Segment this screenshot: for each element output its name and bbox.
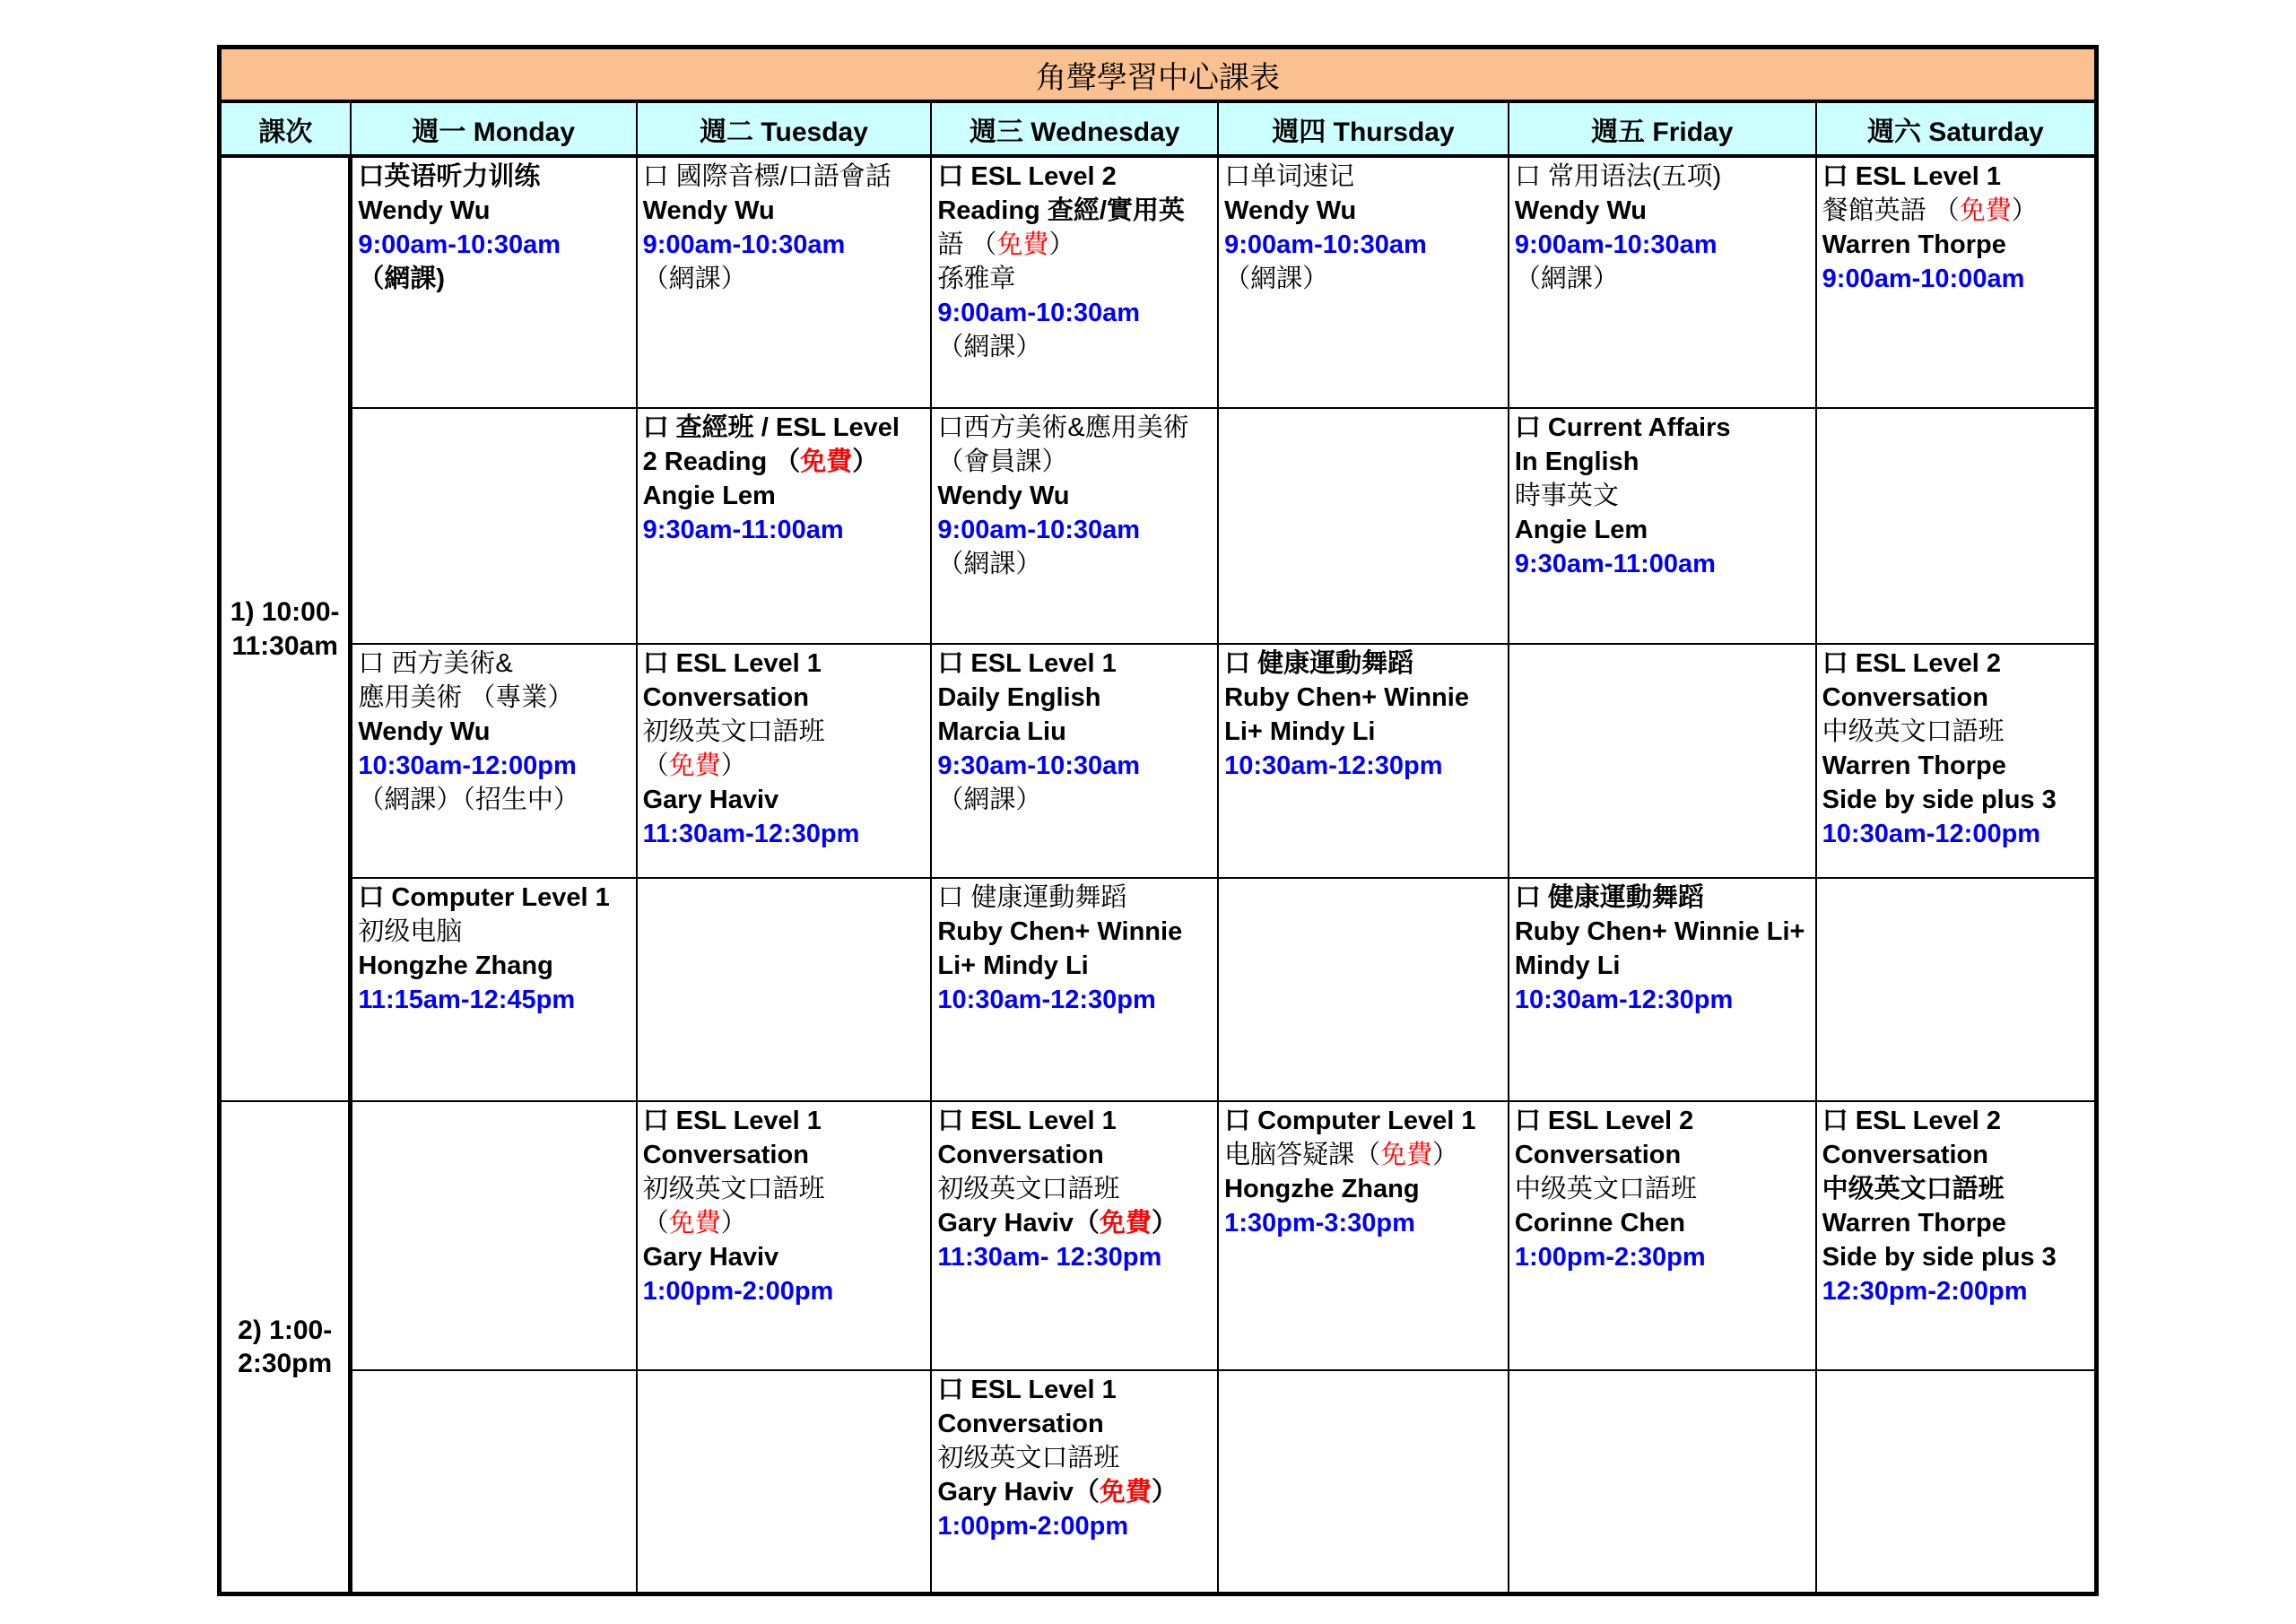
class-line: Side by side plus 3 <box>1822 1243 2057 1272</box>
class-line: Conversation <box>937 1141 1104 1170</box>
class-line: 口 健康運動舞蹈 <box>937 883 1127 913</box>
class-time: 11:30am-12:30pm <box>642 820 860 849</box>
class-line: 中级英文口語班 <box>1822 1175 2005 1204</box>
line-text-end: ） <box>1048 230 1075 259</box>
class-line: 口 西方美術& <box>358 649 513 679</box>
class-time: 11:15am-12:45pm <box>358 986 576 1015</box>
class-cell-thursday <box>1218 1101 1509 1370</box>
class-line: 口 ESL Level 2 <box>937 161 1117 191</box>
class-cell-saturday <box>1816 878 2097 1101</box>
class-cell-tuesday <box>637 156 932 408</box>
class-line: 口 Computer Level 1 <box>358 883 610 913</box>
line-text: 2 Reading （ <box>642 447 801 477</box>
class-line: 初级电脑 <box>358 917 463 947</box>
class-line: Warren Thorpe <box>1822 1209 2006 1238</box>
schedule-table <box>217 45 2099 1596</box>
class-line: 口 ESL Level 2 <box>1514 1107 1694 1136</box>
class-line: 口 ESL Level 1 <box>937 1376 1117 1405</box>
class-time: 10:30am-12:00pm <box>358 751 577 781</box>
header-thursday: 週四 Thursday <box>1218 101 1509 155</box>
class-line: Reading 查經/實用英 <box>937 195 1185 225</box>
free-label: 免費 <box>1099 1209 1152 1238</box>
line-text: 餐館英語 （ <box>1822 195 1960 225</box>
line-text-end: ） <box>720 751 747 781</box>
class-line: Mindy Li <box>1514 951 1621 981</box>
class-time: 10:30am-12:30pm <box>937 986 1156 1015</box>
free-label: 免費 <box>1099 1478 1152 1507</box>
class-cell-tuesday <box>637 408 932 644</box>
class-cell-saturday <box>1816 408 2097 644</box>
class-time: 1:00pm-2:30pm <box>1514 1243 1706 1272</box>
class-time: 9:30am-11:00am <box>642 516 844 545</box>
class-cell-friday <box>1509 1101 1816 1370</box>
line-text-end: ） <box>852 447 879 477</box>
header-monday: 週一 Monday <box>351 101 637 155</box>
schedule-row <box>220 878 2097 1101</box>
class-time: 1:00pm-2:00pm <box>937 1512 1129 1541</box>
class-cell-friday <box>1509 878 1816 1101</box>
class-time: 10:30am-12:30pm <box>1224 751 1443 781</box>
class-line: Hongzhe Zhang <box>358 951 553 981</box>
class-cell-friday <box>1509 644 1816 878</box>
class-cell-thursday <box>1218 644 1509 878</box>
class-cell-monday <box>351 878 637 1101</box>
class-line: 口 健康運動舞蹈 <box>1224 649 1414 679</box>
class-line: 口 查經班 / ESL Level <box>642 413 900 443</box>
class-line <box>937 1206 1213 1240</box>
line-text: Gary Haviv（ <box>937 1209 1100 1238</box>
class-line: 口 常用语法(五项) <box>1514 161 1722 191</box>
line-text-end: ） <box>1151 1478 1178 1507</box>
class-line: 初级英文口語班 <box>642 717 825 747</box>
class-line: Conversation <box>642 683 809 713</box>
class-time: 9:00am-10:30am <box>642 230 846 259</box>
class-line: Hongzhe Zhang <box>1224 1175 1420 1204</box>
class-line: Wendy Wu <box>1514 195 1648 225</box>
class-cell-thursday <box>1218 878 1509 1101</box>
class-time: 9:00am-10:30am <box>358 230 561 259</box>
class-cell-wednesday <box>931 156 1218 408</box>
class-line: Li+ Mindy Li <box>1224 717 1376 747</box>
class-cell-wednesday <box>931 408 1218 644</box>
class-line: 時事英文 <box>1514 482 1619 511</box>
class-line: Gary Haviv <box>642 786 779 815</box>
class-line: （網課） <box>1514 264 1619 293</box>
free-label: 免費 <box>800 447 853 477</box>
class-line: 口 Computer Level 1 <box>1224 1107 1476 1136</box>
class-time: 9:00am-10:00am <box>1822 264 2025 293</box>
class-cell-friday <box>1509 408 1816 644</box>
class-line: 應用美術 （專業） <box>358 683 574 713</box>
class-line: Conversation <box>642 1141 809 1170</box>
class-line: Gary Haviv <box>642 1243 779 1272</box>
class-cell-thursday <box>1218 156 1509 408</box>
class-cell-wednesday <box>931 878 1218 1101</box>
header-wednesday: 週三 Wednesday <box>931 101 1218 155</box>
class-line <box>643 445 927 479</box>
free-label: 免費 <box>1380 1141 1433 1170</box>
class-line: Wendy Wu <box>642 195 775 225</box>
class-cell-saturday <box>1816 1370 2097 1594</box>
class-line: （網課) <box>358 264 446 293</box>
line-text-end: ） <box>720 1209 747 1238</box>
class-cell-thursday <box>1218 1370 1509 1594</box>
class-line: Marcia Liu <box>937 717 1066 747</box>
class-time: 9:30am-10:30am <box>937 751 1141 781</box>
line-text-end: ） <box>1151 1209 1178 1238</box>
class-line: Wendy Wu <box>358 717 491 747</box>
class-cell-friday <box>1509 156 1816 408</box>
class-line <box>937 1475 1213 1509</box>
class-cell-saturday <box>1816 644 2097 878</box>
free-label: 免費 <box>1959 195 2012 225</box>
class-line: 初级英文口語班 <box>937 1444 1120 1473</box>
schedule-row <box>220 156 2097 408</box>
class-line: （會員課） <box>937 447 1068 477</box>
class-line: Corinne Chen <box>1514 1209 1685 1238</box>
class-line <box>643 749 927 783</box>
class-line: Wendy Wu <box>358 195 491 225</box>
schedule-row <box>220 1101 2097 1370</box>
class-line: （網課） <box>1224 264 1329 293</box>
class-line: Daily English <box>937 683 1101 713</box>
class-line: Conversation <box>1514 1141 1682 1170</box>
class-line: Wendy Wu <box>1224 195 1357 225</box>
class-time: 9:00am-10:30am <box>1514 230 1718 259</box>
class-line: 口 健康運動舞蹈 <box>1514 883 1704 913</box>
line-text-end: ） <box>1432 1141 1459 1170</box>
class-cell-tuesday <box>637 1101 932 1370</box>
line-text: （ <box>642 1209 669 1238</box>
class-line: Wendy Wu <box>937 482 1070 511</box>
class-line: Ruby Chen+ Winnie <box>937 917 1183 947</box>
class-cell-friday <box>1509 1370 1816 1594</box>
class-cell-monday <box>351 156 637 408</box>
schedule-row <box>220 408 2097 644</box>
schedule-row <box>220 644 2097 878</box>
class-cell-wednesday <box>931 644 1218 878</box>
class-cell-wednesday <box>931 1370 1218 1594</box>
class-line: 口 ESL Level 1 <box>642 1107 822 1136</box>
class-line: Conversation <box>937 1410 1104 1439</box>
class-line: Warren Thorpe <box>1822 230 2006 259</box>
class-line: Angie Lem <box>1514 516 1648 545</box>
class-line: （網課） <box>937 550 1042 579</box>
header-saturday: 週六 Saturday <box>1816 101 2097 155</box>
header-friday: 週五 Friday <box>1509 101 1816 155</box>
class-line: 口 ESL Level 2 <box>1822 649 2001 679</box>
line-text: Gary Haviv（ <box>937 1478 1100 1507</box>
class-line: 口 Current Affairs <box>1514 413 1731 443</box>
line-text: 語 （ <box>937 230 997 259</box>
class-line: 口西方美術&應用美術 <box>937 413 1189 443</box>
class-time: 10:30am-12:00pm <box>1822 820 2041 849</box>
class-cell-tuesday <box>637 878 932 1101</box>
class-time: 1:30pm-3:30pm <box>1224 1209 1415 1238</box>
header-session: 課次 <box>220 101 351 155</box>
free-label: 免費 <box>668 1209 721 1238</box>
class-time: 9:30am-11:00am <box>1514 550 1716 579</box>
class-line: 口单词速记 <box>1224 161 1355 191</box>
class-cell-tuesday <box>637 644 932 878</box>
class-time: 9:00am-10:30am <box>937 298 1141 327</box>
class-cell-saturday <box>1816 1101 2097 1370</box>
class-line: 孫雅章 <box>937 264 1016 293</box>
class-line: （網課） <box>937 332 1042 361</box>
class-line: 口 ESL Level 1 <box>937 649 1117 679</box>
class-time: 9:00am-10:30am <box>1224 230 1427 259</box>
session-2-label: 2) 1:00-2:30pm <box>220 1101 351 1594</box>
class-line: In English <box>1514 447 1639 477</box>
class-line: Angie Lem <box>642 482 776 511</box>
class-line: 中级英文口語班 <box>1822 717 2005 747</box>
free-label: 免費 <box>996 230 1049 259</box>
class-line: Ruby Chen+ Winnie Li+ <box>1514 917 1805 947</box>
class-line <box>643 1206 927 1240</box>
class-line: 口 國際音標/口語會話 <box>642 161 891 191</box>
class-line: （網課） <box>937 786 1042 815</box>
class-cell-monday <box>351 1370 637 1594</box>
class-cell-thursday <box>1218 408 1509 644</box>
line-text: （ <box>642 751 669 781</box>
class-cell-wednesday <box>931 1101 1218 1370</box>
schedule-row <box>220 1370 2097 1594</box>
class-time: 1:00pm-2:00pm <box>642 1277 834 1307</box>
line-text: 电脑答疑課（ <box>1224 1141 1381 1170</box>
class-cell-saturday <box>1816 156 2097 408</box>
session-1-label: 1) 10:00-11:30am <box>220 156 351 1101</box>
class-line <box>1224 1138 1504 1172</box>
class-line: 口 ESL Level 1 <box>642 649 822 679</box>
class-time: 11:30am- 12:30pm <box>937 1243 1162 1272</box>
class-line: Conversation <box>1822 683 1988 713</box>
class-time: 12:30pm-2:00pm <box>1822 1277 2028 1307</box>
class-line: Li+ Mindy Li <box>937 951 1089 981</box>
class-line: 初级英文口語班 <box>642 1175 825 1204</box>
class-line: 中级英文口語班 <box>1514 1175 1697 1204</box>
class-line: （網課） <box>642 264 747 293</box>
class-line <box>1822 194 2091 228</box>
class-line: 初级英文口語班 <box>937 1175 1120 1204</box>
class-cell-monday <box>351 408 637 644</box>
class-cell-monday <box>351 1101 637 1370</box>
class-line: Warren Thorpe <box>1822 751 2006 781</box>
class-line: 口 ESL Level 1 <box>1822 161 2001 191</box>
class-cell-tuesday <box>637 1370 932 1594</box>
schedule-title: 角聲學習中心課表 <box>220 48 2097 102</box>
class-line: 口 ESL Level 2 <box>1822 1107 2001 1136</box>
class-time: 10:30am-12:30pm <box>1514 986 1734 1015</box>
class-line: Conversation <box>1822 1141 1988 1170</box>
free-label: 免費 <box>668 751 721 781</box>
header-tuesday: 週二 Tuesday <box>637 101 932 155</box>
class-line: 口英语听力训练 <box>358 161 541 191</box>
class-line <box>937 228 1213 262</box>
class-line: Side by side plus 3 <box>1822 786 2057 815</box>
class-cell-monday <box>351 644 637 878</box>
class-line: 口 ESL Level 1 <box>937 1107 1117 1136</box>
line-text-end: ） <box>2011 195 2038 225</box>
class-line: （網課）（招生中） <box>358 786 579 815</box>
class-time: 9:00am-10:30am <box>937 516 1141 545</box>
class-line: Ruby Chen+ Winnie <box>1224 683 1469 713</box>
